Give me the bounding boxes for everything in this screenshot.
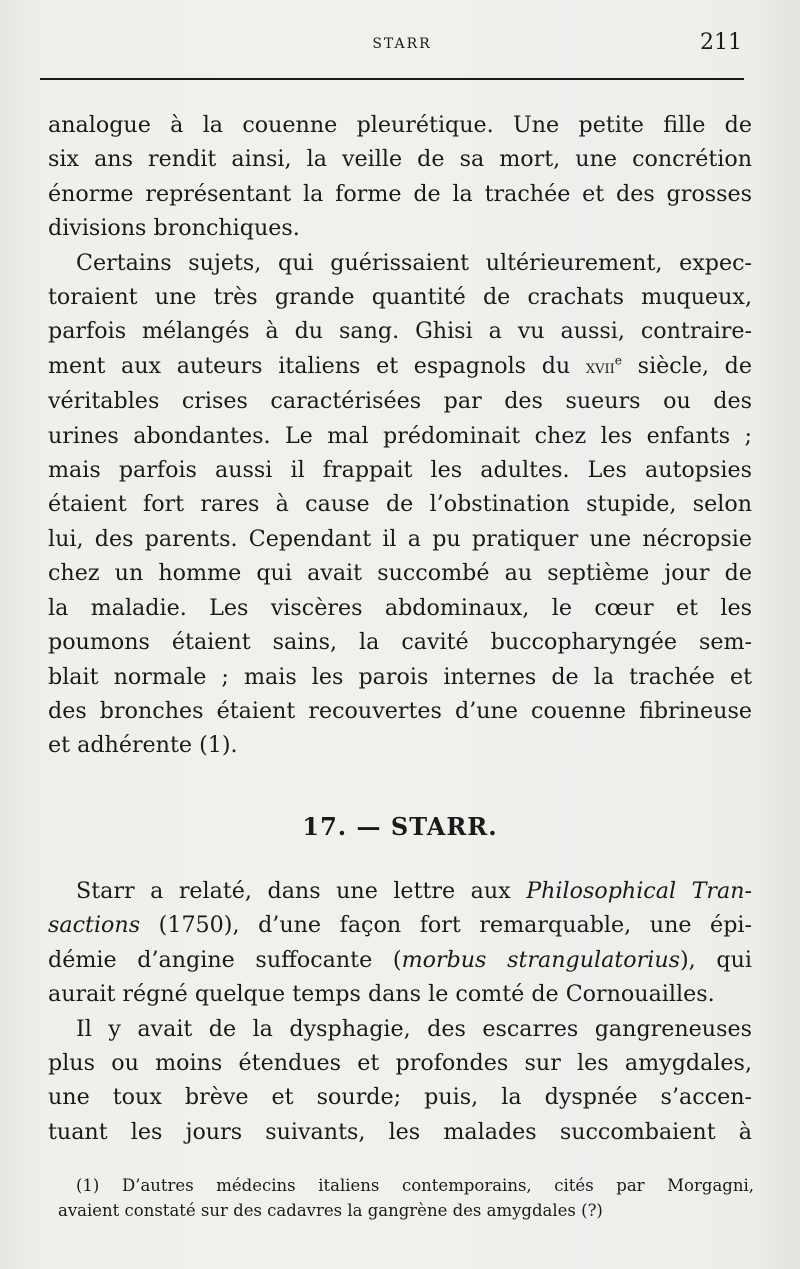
running-head	[48, 30, 742, 60]
text-segment: Starr a relaté, dans une lettre aux	[76, 878, 527, 904]
text-line: énorme représentant la forme de la trachée et des grosses	[48, 180, 752, 207]
paragraph-certains-sujets	[48, 246, 752, 763]
text-line: étaient fort rares à cause de l’obstination stupide, selon	[48, 491, 752, 518]
text-line: tuant les jours suivants, les malades succombaient à	[48, 1118, 752, 1145]
text-line: lui, des parents. Cependant il a pu pratiquer une nécropsie	[48, 525, 752, 552]
text-line: divisions bronchiques.	[48, 215, 300, 242]
text-line: et adhérente (1).	[48, 732, 238, 759]
text-line: toraient une très grande quantité de crachats muqueux,	[48, 284, 752, 311]
text-segment: ), qui	[680, 946, 752, 973]
latin-term: morbus strangulatorius	[401, 946, 681, 973]
footnote-line: avaient constaté sur des cadavres la gangrène des amygdales (?)	[58, 1201, 603, 1220]
paragraph-dysphagie	[48, 1012, 752, 1150]
text-line	[48, 943, 752, 977]
text-segment: (1750), d’une façon fort remarquable, une épi-	[140, 912, 752, 939]
text-line: six ans rendit ainsi, la veille de sa mort, une concrétion	[48, 146, 752, 173]
text-line: une toux brève et sourde; puis, la dyspnée s’accen-	[48, 1084, 752, 1111]
paragraph-continuation	[48, 108, 752, 246]
text-line: mais parfois aussi il frappait les adultes. Les autopsies	[48, 457, 752, 484]
text-segment: démie d’angine suffocante (	[48, 946, 402, 973]
main-text-bottom	[48, 874, 752, 1149]
text-line	[48, 874, 752, 908]
footnote-line: (1) D’autres médecins italiens contemporains, cités par Morgagni,	[76, 1176, 754, 1195]
text-line: analogue à la couenne pleurétique. Une petite fille de	[48, 112, 752, 138]
text-line: aurait régné quelque temps dans le comté de Cornouailles.	[48, 981, 715, 1008]
text-line: des bronches étaient recouvertes d’une couenne fibrineuse	[48, 697, 752, 724]
footnote	[58, 1173, 754, 1223]
text-segment: siècle, de	[622, 352, 752, 379]
page-number: 211	[700, 30, 742, 55]
text-line: Il y avait de la dysphagie, des escarres gangreneuses	[76, 1015, 752, 1042]
journal-title: Philosophical Tran-	[526, 878, 752, 904]
text-line: plus ou moins étendues et profondes sur les amygdales,	[48, 1050, 752, 1077]
running-title: STARR	[372, 36, 432, 52]
text-line: chez un homme qui avait succombé au septième jour de	[48, 560, 752, 587]
text-line: la maladie. Les viscères abdominaux, le cœur et les	[48, 594, 752, 621]
text-line	[48, 908, 752, 942]
text-line: poumons étaient sains, la cavité buccopharyngée sem-	[48, 629, 752, 656]
century-superscript: e	[614, 353, 623, 368]
text-line-with-century	[48, 349, 752, 384]
text-line: urines abondantes. Le mal prédominait chez les enfants ;	[48, 422, 752, 449]
header-rule	[40, 78, 744, 80]
journal-title-cont: sactions	[48, 912, 141, 939]
century-numeral: xvii	[585, 355, 615, 378]
text-line: blait normale ; mais les parois internes de la trachée et	[48, 663, 752, 690]
section-heading: 17. — STARR.	[302, 812, 498, 841]
main-text-top	[48, 108, 752, 763]
paragraph-starr	[48, 874, 752, 1012]
text-line: Certains sujets, qui guérissaient ultérieurement, expec-	[76, 249, 752, 276]
text-segment: ment aux auteurs italiens et espagnols du	[48, 352, 571, 379]
text-line: véritables crises caractérisées par des sueurs ou des	[48, 388, 752, 415]
text-line: parfois mélangés à du sang. Ghisi a vu aussi, contraire-	[48, 318, 752, 345]
